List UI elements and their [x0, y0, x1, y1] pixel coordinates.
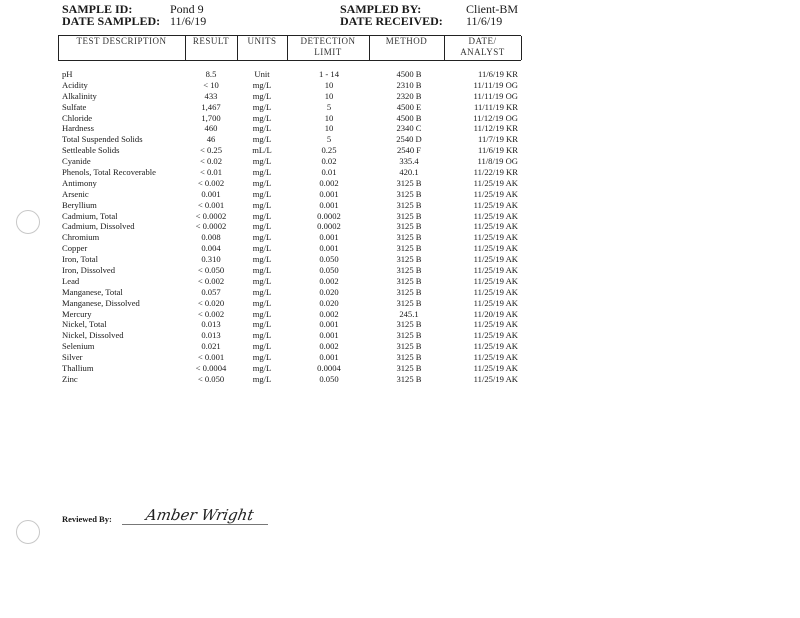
- col-header-test-description-text: TEST DESCRIPTION: [76, 36, 167, 46]
- cell-date-analyst: 11/7/19 KR: [477, 134, 518, 145]
- cell-test-description: Manganese, Dissolved: [62, 297, 140, 308]
- cell-units: mg/L: [252, 177, 272, 188]
- sampled-by-label: SAMPLED BY:: [340, 2, 422, 16]
- reviewed-by-label: Reviewed By:: [62, 514, 112, 524]
- cell-result: < 0.020: [197, 297, 225, 308]
- cell-test-description: Arsenic: [62, 188, 89, 199]
- cell-test-description: Acidity: [62, 79, 88, 90]
- cell-date-analyst: 11/25/19 AK: [473, 363, 518, 374]
- cell-method: 3125 B: [396, 243, 422, 254]
- cell-method: 3125 B: [396, 373, 422, 384]
- cell-result: < 0.050: [197, 265, 225, 276]
- table-row: [0, 352, 800, 363]
- col-header-detection-limit: [287, 36, 369, 58]
- cell-method: 3125 B: [396, 341, 422, 352]
- cell-units: mg/L: [252, 156, 272, 167]
- cell-result: 0.001: [201, 188, 221, 199]
- table-row: [0, 374, 800, 385]
- cell-method: 2310 B: [396, 79, 422, 90]
- cell-units: mg/L: [252, 243, 272, 254]
- cell-test-description: pH: [62, 69, 73, 79]
- cell-date-analyst: 11/20/19 AK: [473, 308, 518, 319]
- cell-detection-limit: 0.001: [319, 188, 339, 199]
- cell-result: 0.021: [201, 341, 221, 352]
- cell-detection-limit: 0.002: [319, 341, 339, 352]
- cell-method: 2540 F: [396, 145, 422, 156]
- table-row: [0, 80, 800, 91]
- punch-hole: [16, 210, 40, 234]
- cell-result: 0.004: [201, 243, 221, 254]
- cell-method: 2540 D: [396, 134, 422, 145]
- cell-test-description: Cyanide: [62, 156, 91, 167]
- col-header-units: [237, 36, 287, 47]
- table-row: [0, 330, 800, 341]
- cell-detection-limit: 10: [324, 112, 334, 123]
- cell-method: 4500 B: [396, 69, 422, 79]
- cell-date-analyst: 11/25/19 AK: [473, 265, 518, 276]
- cell-result: 0.310: [201, 254, 221, 265]
- cell-test-description: Sulfate: [62, 101, 87, 112]
- cell-date-analyst: 11/25/19 AK: [473, 232, 518, 243]
- cell-method: 3125 B: [396, 188, 422, 199]
- cell-units: mg/L: [252, 308, 272, 319]
- cell-test-description: Mercury: [62, 308, 92, 319]
- results-table-body: [0, 69, 800, 385]
- cell-test-description: Lead: [62, 275, 80, 286]
- cell-detection-limit: 0.01: [321, 167, 337, 178]
- cell-test-description: Cadmium, Dissolved: [62, 221, 135, 232]
- cell-detection-limit: 0.0002: [317, 210, 341, 221]
- cell-units: mg/L: [252, 101, 272, 112]
- cell-result: < 0.25: [199, 145, 223, 156]
- table-row: [0, 341, 800, 352]
- cell-result: < 0.002: [197, 308, 225, 319]
- col-header-units-text: UNITS: [247, 36, 277, 46]
- cell-test-description: Chromium: [62, 232, 100, 243]
- cell-units: mg/L: [252, 90, 272, 101]
- cell-method: 4500 E: [396, 101, 422, 112]
- cell-date-analyst: 11/25/19 AK: [473, 275, 518, 286]
- col-header-detection-limit-line1: DETECTION: [300, 36, 356, 46]
- col-header-test-description: [58, 36, 185, 47]
- cell-date-analyst: 11/25/19 AK: [473, 221, 518, 232]
- table-row: [0, 145, 800, 156]
- cell-detection-limit: 0.02: [321, 156, 337, 167]
- cell-test-description: Nickel, Total: [62, 319, 107, 330]
- cell-detection-limit: 0.001: [319, 199, 339, 210]
- cell-result: 0.057: [201, 286, 221, 297]
- table-row: [0, 298, 800, 309]
- cell-date-analyst: 11/11/19 OG: [473, 79, 518, 90]
- cell-units: mg/L: [252, 199, 272, 210]
- table-row: [0, 363, 800, 374]
- cell-detection-limit: 0.002: [319, 308, 339, 319]
- cell-test-description: Antimony: [62, 177, 97, 188]
- cell-detection-limit: 0.050: [319, 254, 339, 265]
- cell-detection-limit: 5: [326, 101, 332, 112]
- table-header-bottom-rule: [58, 60, 521, 61]
- cell-method: 3125 B: [396, 177, 422, 188]
- cell-method: 3125 B: [396, 275, 422, 286]
- cell-date-analyst: 11/25/19 AK: [473, 286, 518, 297]
- sample-id-label: SAMPLE ID:: [62, 2, 133, 16]
- cell-units: mg/L: [252, 221, 272, 232]
- cell-date-analyst: 11/12/19 OG: [473, 112, 518, 123]
- cell-date-analyst: 11/25/19 AK: [473, 188, 518, 199]
- cell-units: mg/L: [252, 297, 272, 308]
- cell-detection-limit: 0.002: [319, 275, 339, 286]
- cell-method: 3125 B: [396, 352, 422, 363]
- table-row: [0, 200, 800, 211]
- table-row: [0, 156, 800, 167]
- cell-test-description: Thallium: [62, 363, 94, 374]
- cell-result: 0.008: [201, 232, 221, 243]
- col-header-date-analyst: [444, 36, 521, 58]
- table-row: [0, 319, 800, 330]
- cell-units: mL/L: [252, 145, 272, 156]
- table-row: [0, 91, 800, 102]
- cell-detection-limit: 0.001: [319, 319, 339, 330]
- cell-date-analyst: 11/6/19 KR: [477, 69, 518, 79]
- cell-units: mg/L: [252, 134, 272, 145]
- cell-method: 3125 B: [396, 297, 422, 308]
- col-header-method-text: METHOD: [385, 36, 428, 46]
- cell-test-description: Chloride: [62, 112, 93, 123]
- cell-detection-limit: 0.050: [319, 265, 339, 276]
- cell-result: 433: [204, 90, 218, 101]
- cell-detection-limit: 0.020: [319, 286, 339, 297]
- cell-method: 3125 B: [396, 254, 422, 265]
- cell-date-analyst: 11/25/19 AK: [473, 177, 518, 188]
- cell-test-description: Phenols, Total Recoverable: [62, 167, 156, 178]
- cell-units: mg/L: [252, 275, 272, 286]
- cell-detection-limit: 0.050: [319, 373, 339, 384]
- cell-date-analyst: 11/25/19 AK: [473, 341, 518, 352]
- date-received-label: DATE RECEIVED:: [340, 14, 443, 28]
- cell-method: 3125 B: [396, 221, 422, 232]
- cell-units: mg/L: [252, 123, 272, 134]
- cell-method: 3125 B: [396, 363, 422, 374]
- cell-detection-limit: 0.001: [319, 243, 339, 254]
- cell-result: < 0.02: [199, 156, 223, 167]
- table-row: [0, 309, 800, 320]
- cell-test-description: Settleable Solids: [62, 145, 120, 156]
- cell-test-description: Beryllium: [62, 199, 97, 210]
- cell-test-description: Iron, Dissolved: [62, 265, 115, 276]
- table-row: [0, 265, 800, 276]
- table-row: [0, 287, 800, 298]
- cell-result: < 0.0002: [195, 210, 227, 221]
- col-header-method: [369, 36, 444, 47]
- cell-method: 420.1: [399, 167, 419, 178]
- cell-date-analyst: 11/25/19 AK: [473, 373, 518, 384]
- cell-detection-limit: 0.002: [319, 177, 339, 188]
- cell-test-description: Manganese, Total: [62, 286, 123, 297]
- col-header-result: [185, 36, 237, 47]
- table-row: [0, 276, 800, 287]
- cell-detection-limit: 10: [324, 79, 334, 90]
- cell-date-analyst: 11/25/19 AK: [473, 199, 518, 210]
- cell-test-description: Silver: [62, 352, 83, 363]
- cell-result: < 0.001: [197, 199, 225, 210]
- table-row: [0, 243, 800, 254]
- cell-method: 3125 B: [396, 210, 422, 221]
- table-row: [0, 211, 800, 222]
- cell-detection-limit: 10: [324, 123, 334, 134]
- cell-date-analyst: 11/25/19 AK: [473, 297, 518, 308]
- cell-result: 46: [206, 134, 216, 145]
- cell-detection-limit: 10: [324, 90, 334, 101]
- cell-units: mg/L: [252, 373, 272, 384]
- cell-units: mg/L: [252, 341, 272, 352]
- cell-units: mg/L: [252, 319, 272, 330]
- table-row: [0, 232, 800, 243]
- cell-method: 4500 B: [396, 112, 422, 123]
- cell-detection-limit: 0.25: [321, 145, 337, 156]
- cell-result: < 10: [203, 79, 219, 90]
- col-header-result-text: RESULT: [192, 36, 230, 46]
- cell-units: mg/L: [252, 265, 272, 276]
- cell-date-analyst: 11/11/19 OG: [473, 90, 518, 101]
- cell-result: 1,467: [201, 101, 221, 112]
- cell-units: mg/L: [252, 232, 272, 243]
- cell-date-analyst: 11/25/19 AK: [473, 243, 518, 254]
- cell-test-description: Cadmium, Total: [62, 210, 118, 221]
- cell-test-description: Total Suspended Solids: [62, 134, 143, 145]
- cell-result: < 0.0004: [195, 363, 227, 374]
- table-row: [0, 123, 800, 134]
- cell-method: 3125 B: [396, 232, 422, 243]
- signature-line: [122, 524, 268, 525]
- cell-units: mg/L: [252, 363, 272, 374]
- cell-test-description: Alkalinity: [62, 90, 97, 101]
- cell-method: 3125 B: [396, 286, 422, 297]
- cell-date-analyst: 11/25/19 AK: [473, 352, 518, 363]
- cell-date-analyst: 11/12/19 KR: [473, 123, 518, 134]
- date-sampled-label: DATE SAMPLED:: [62, 14, 161, 28]
- reviewer-signature: Amber Wright: [144, 506, 256, 524]
- cell-method: 2320 B: [396, 90, 422, 101]
- cell-test-description: Copper: [62, 243, 88, 254]
- cell-detection-limit: 1 - 14: [318, 69, 340, 79]
- table-row: [0, 178, 800, 189]
- cell-detection-limit: 0.020: [319, 297, 339, 308]
- cell-detection-limit: 0.001: [319, 352, 339, 363]
- cell-result: < 0.050: [197, 373, 225, 384]
- cell-method: 3125 B: [396, 319, 422, 330]
- sampled-by-value: Client-BM: [466, 2, 519, 16]
- cell-date-analyst: 11/8/19 OG: [477, 156, 518, 167]
- cell-units: mg/L: [252, 112, 272, 123]
- table-row: [0, 167, 800, 178]
- cell-test-description: Hardness: [62, 123, 94, 134]
- cell-result: < 0.001: [197, 352, 225, 363]
- cell-result: 0.013: [201, 319, 221, 330]
- cell-test-description: Zinc: [62, 373, 78, 384]
- cell-date-analyst: 11/25/19 AK: [473, 210, 518, 221]
- col-header-date-analyst-line2: ANALYST: [460, 47, 505, 57]
- cell-method: 3125 B: [396, 330, 422, 341]
- cell-date-analyst: 11/25/19 AK: [473, 319, 518, 330]
- cell-result: < 0.002: [197, 275, 225, 286]
- cell-date-analyst: 11/22/19 KR: [473, 167, 518, 178]
- cell-method: 3125 B: [396, 265, 422, 276]
- cell-test-description: Iron, Total: [62, 254, 98, 265]
- cell-date-analyst: 11/11/19 KR: [473, 101, 518, 112]
- table-row: [0, 221, 800, 232]
- cell-units: Unit: [254, 69, 270, 79]
- cell-units: mg/L: [252, 330, 272, 341]
- cell-result: 0.013: [201, 330, 221, 341]
- cell-units: mg/L: [252, 254, 272, 265]
- table-row: [0, 189, 800, 200]
- cell-date-analyst: 11/25/19 AK: [473, 330, 518, 341]
- date-received-value: 11/6/19: [466, 14, 503, 28]
- table-row: [0, 254, 800, 265]
- cell-date-analyst: 11/6/19 KR: [477, 145, 518, 156]
- column-divider: [521, 36, 522, 60]
- cell-result: 460: [204, 123, 218, 134]
- cell-result: 8.5: [205, 69, 217, 79]
- cell-units: mg/L: [252, 167, 272, 178]
- cell-units: mg/L: [252, 79, 272, 90]
- sample-id-value: Pond 9: [170, 2, 204, 16]
- cell-detection-limit: 0.001: [319, 330, 339, 341]
- cell-units: mg/L: [252, 286, 272, 297]
- date-sampled-value: 11/6/19: [170, 14, 207, 28]
- cell-test-description: Selenium: [62, 341, 95, 352]
- cell-result: < 0.002: [197, 177, 225, 188]
- col-header-date-analyst-line1: DATE/: [468, 36, 497, 46]
- cell-method: 3125 B: [396, 199, 422, 210]
- table-row: [0, 113, 800, 124]
- cell-detection-limit: 0.001: [319, 232, 339, 243]
- cell-result: < 0.01: [199, 167, 223, 178]
- col-header-detection-limit-line2: LIMIT: [314, 47, 342, 57]
- cell-detection-limit: 0.0004: [317, 363, 341, 374]
- cell-units: mg/L: [252, 188, 272, 199]
- cell-date-analyst: 11/25/19 AK: [473, 254, 518, 265]
- cell-method: 2340 C: [396, 123, 422, 134]
- cell-method: 245.1: [399, 308, 419, 319]
- table-row: [0, 69, 800, 80]
- cell-detection-limit: 0.0002: [317, 221, 341, 232]
- cell-test-description: Nickel, Dissolved: [62, 330, 124, 341]
- cell-units: mg/L: [252, 352, 272, 363]
- cell-method: 335.4: [399, 156, 419, 167]
- cell-result: 1,700: [201, 112, 221, 123]
- table-row: [0, 102, 800, 113]
- cell-units: mg/L: [252, 210, 272, 221]
- punch-hole: [16, 520, 40, 544]
- cell-detection-limit: 5: [326, 134, 332, 145]
- cell-result: < 0.0002: [195, 221, 227, 232]
- table-row: [0, 134, 800, 145]
